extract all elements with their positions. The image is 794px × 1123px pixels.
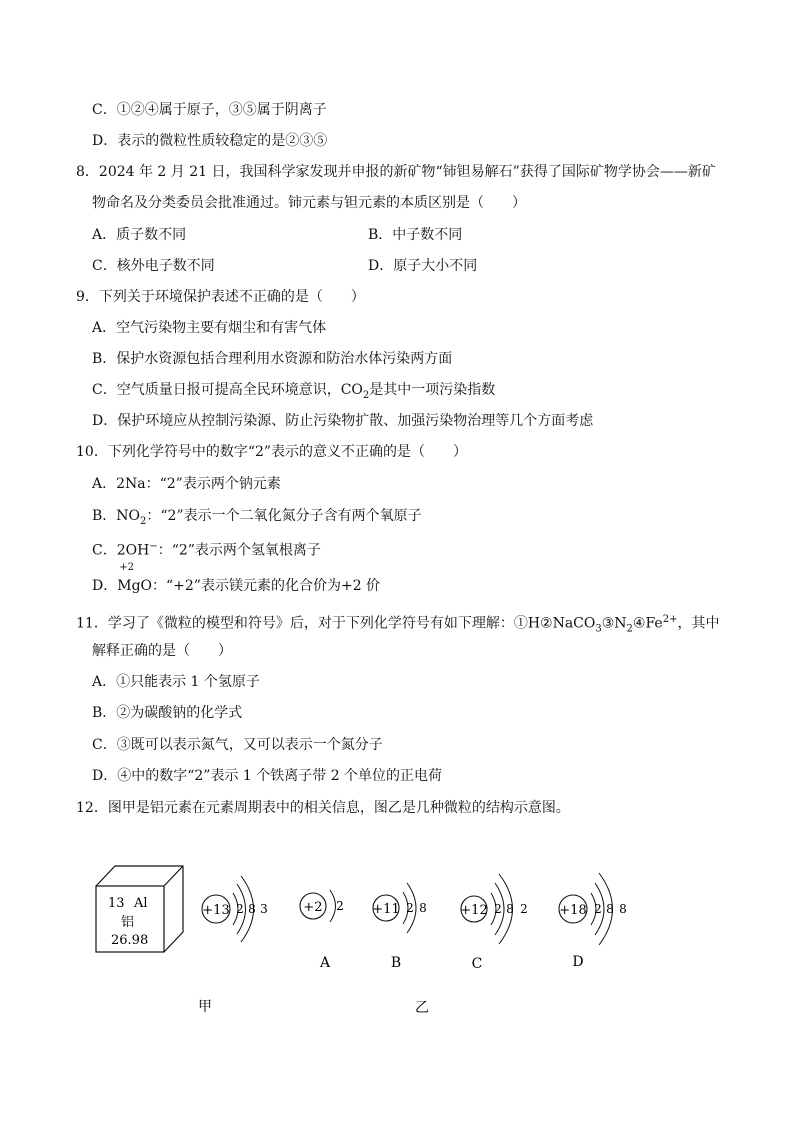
nucleus-charge: +18 (559, 903, 587, 918)
q11-option-a: A．①只能表示 1 个氢原子 (92, 674, 260, 690)
diagram-label-c: C (471, 956, 483, 972)
q8-option-a: A．质子数不同 (92, 227, 187, 243)
shell-electrons: 8 (619, 902, 627, 916)
cell-atomic-mass: 26.98 (111, 933, 149, 948)
q11-stem-line1: 11．学习了《微粒的模型和符号》后，对于下列化学符号有如下理解：$①H②NaCO_3③N_2④Fe^{2+}$，其中 (76, 614, 720, 635)
q8-option-c: C．核外电子数不同 (92, 258, 215, 274)
q7-option-c: C．①②④属于原子，③⑤属于阴离子 (92, 102, 327, 118)
shell-electrons: 2 (336, 899, 344, 913)
shell-electrons: 8 (506, 902, 514, 916)
valence-mg: +2 Mg (117, 562, 141, 594)
q8-option-b: B．中子数不同 (368, 227, 463, 243)
cell-element-name: 铝 (121, 915, 135, 930)
atom-diagram-c (460, 874, 528, 944)
cell-element-symbol: Al (134, 896, 148, 911)
atom-diagram-a (300, 890, 344, 922)
q10-stem: 10．下列化学符号中的数字“2”表示的意义不正确的是（ ） (76, 444, 468, 460)
diagram-label-b: B (390, 955, 402, 971)
q12-stem: 12．图甲是铝元素在元素周期表中的相关信息，图乙是几种微粒的结构示意图。 (76, 800, 570, 816)
shell-electrons: 8 (248, 902, 256, 916)
nucleus-charge: +13 (202, 903, 230, 918)
q11-option-d: D．④中的数字“2”表示 1 个铁离子带 2 个单位的正电荷 (92, 768, 443, 784)
q9-option-a: A．空气污染物主要有烟尘和有害气体 (92, 320, 327, 336)
shell-electrons: 2 (236, 902, 244, 916)
shell-electrons: 3 (260, 902, 268, 916)
atom-diagram-aluminum (202, 876, 268, 942)
shell-electrons: 2 (520, 902, 528, 916)
q8-stem-line2: 物命名及分类委员会批准通过。铈元素与钽元素的本质区别是（ ） (92, 195, 526, 211)
q8-stem-line1: 8．2024 年 2 月 21 日，我国科学家发现并申报的新矿物“铈钽易解石”获得了国际矿物学协会——新矿 (76, 164, 716, 180)
atom-diagram-b (372, 883, 427, 933)
q10-option-b: B．$NO_2$：“2”表示一个二氧化氮分子含有两个氧原子 (92, 508, 422, 527)
q9-option-c: C．空气质量日报可提高全民环境意识，$CO_2$是其中一项污染指数 (92, 382, 496, 401)
nucleus-charge: +2 (303, 900, 323, 915)
shell-electrons: 8 (606, 902, 614, 916)
shell-electrons: 2 (494, 902, 502, 916)
diagram-label-d: D (572, 954, 584, 970)
q11-option-b: B．②为碳酸钠的化学式 (92, 705, 243, 721)
q11-option-c: C．③既可以表示氮气，又可以表示一个氮分子 (92, 737, 383, 753)
cell-atomic-number: 13 (108, 896, 125, 911)
q9-option-b: B．保护水资源包括合理利用水资源和防治水体污染两方面 (92, 351, 453, 367)
nucleus-charge: +12 (460, 903, 488, 918)
figure-label-yi: 乙 (415, 1000, 429, 1016)
shell-electrons: 8 (419, 901, 427, 915)
q10-option-d: D． +2 MgO：“+2”表示镁元素的化合价为+2 价 (92, 575, 380, 597)
q11-stem-line2: 解释正确的是（ ） (92, 643, 232, 659)
q10-option-a: A．2Na：“2”表示两个钠元素 (92, 476, 281, 492)
shell-electrons: 2 (406, 901, 414, 915)
diagram-label-a: A (319, 955, 331, 971)
q10-option-c: C．2OH−：“2”表示两个氢氧根离子 (92, 541, 321, 559)
nucleus-charge: +11 (372, 902, 400, 917)
q9-option-d: D．保护环境应从控制污染源、防止污染物扩散、加强污染物治理等几个方面考虑 (92, 413, 594, 429)
shell-electrons: 2 (594, 902, 602, 916)
q8-option-d: D．原子大小不同 (368, 258, 478, 274)
q7-option-d: D．表示的微粒性质较稳定的是②③⑤ (92, 133, 328, 149)
q9-stem: 9．下列关于环境保护表述不正确的是（ ） (76, 289, 365, 305)
atom-diagram-d (559, 873, 627, 945)
figure-label-jia: 甲 (198, 999, 212, 1015)
